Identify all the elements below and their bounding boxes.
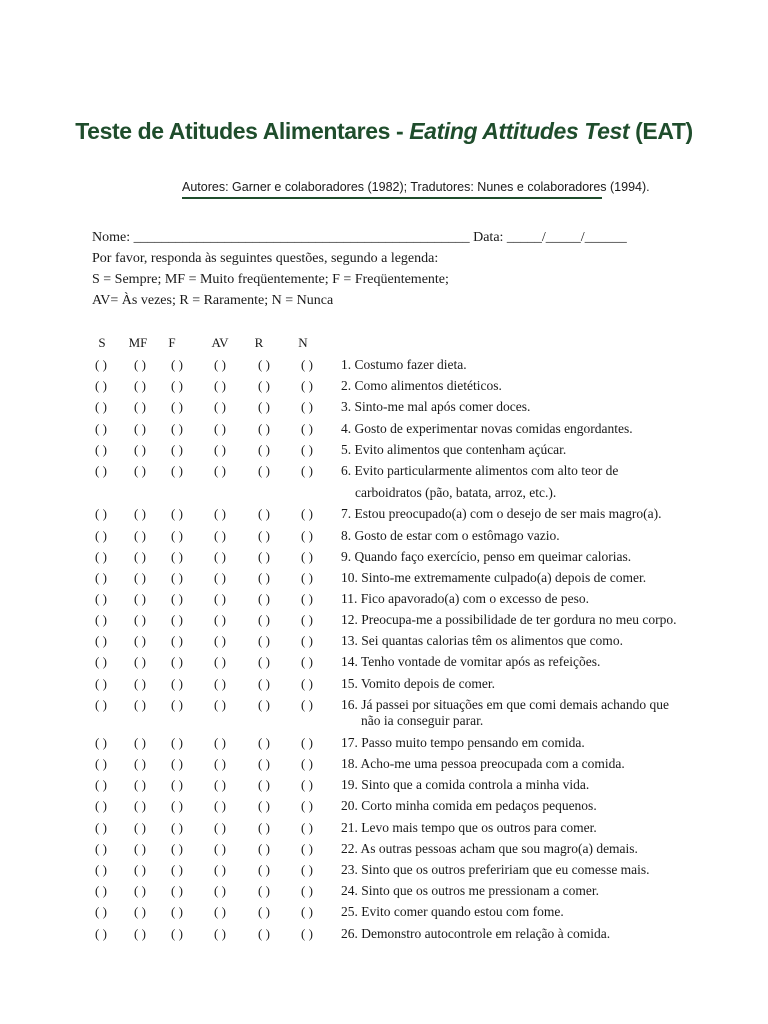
option-r-q23[interactable]: ( ) (258, 862, 270, 877)
option-r-q11[interactable]: ( ) (258, 591, 270, 606)
option-f-q7[interactable]: ( ) (171, 506, 183, 521)
option-mf-q24[interactable]: ( ) (134, 883, 146, 898)
name-date-field[interactable]: Nome: ________________________________________________ Data: _____/_____/______ (92, 230, 627, 245)
option-f-q17[interactable]: ( ) (171, 735, 183, 750)
option-mf-q14[interactable]: ( ) (134, 654, 146, 669)
option-r-q21[interactable]: ( ) (258, 820, 270, 835)
option-n-q13[interactable]: ( ) (301, 633, 313, 648)
column-header-r: R (254, 335, 264, 350)
option-n-q10[interactable]: ( ) (301, 570, 313, 585)
column-header-s: S (98, 335, 106, 350)
option-s-q17[interactable]: ( ) (95, 735, 107, 750)
option-av-q1[interactable]: ( ) (214, 357, 226, 372)
option-av-q16[interactable]: ( ) (214, 697, 226, 712)
option-av-q22[interactable]: ( ) (214, 841, 226, 856)
option-mf-q9[interactable]: ( ) (134, 549, 146, 564)
option-n-q24[interactable]: ( ) (301, 883, 313, 898)
option-av-q26[interactable]: ( ) (214, 926, 226, 941)
option-n-q26[interactable]: ( ) (301, 926, 313, 941)
option-f-q26[interactable]: ( ) (171, 926, 183, 941)
option-av-q3[interactable]: ( ) (214, 399, 226, 414)
question-text-q20: 20. Corto minha comida em pedaços pequenos. (341, 798, 597, 813)
option-av-q5[interactable]: ( ) (214, 442, 226, 457)
option-av-q12[interactable]: ( ) (214, 612, 226, 627)
option-r-q24[interactable]: ( ) (258, 883, 270, 898)
option-s-q2[interactable]: ( ) (95, 378, 107, 393)
option-r-q9[interactable]: ( ) (258, 549, 270, 564)
option-s-q8[interactable]: ( ) (95, 528, 107, 543)
authors-line: Autores: Garner e colaboradores (1982); Tradutores: Nunes e colaboradores (1994). (182, 180, 650, 194)
option-n-q3[interactable]: ( ) (301, 399, 313, 414)
question-text-q21: 21. Levo mais tempo que os outros para comer. (341, 820, 597, 835)
title-english: Eating Attitudes Test (409, 118, 630, 144)
option-mf-q11[interactable]: ( ) (134, 591, 146, 606)
option-r-q6[interactable]: ( ) (258, 463, 270, 478)
option-mf-q17[interactable]: ( ) (134, 735, 146, 750)
option-r-q20[interactable]: ( ) (258, 798, 270, 813)
question-text-q6: 6. Evito particularmente alimentos com alto teor de (341, 463, 619, 478)
option-s-q18[interactable]: ( ) (95, 756, 107, 771)
option-s-q11[interactable]: ( ) (95, 591, 107, 606)
option-mf-q2[interactable]: ( ) (134, 378, 146, 393)
option-mf-q4[interactable]: ( ) (134, 421, 146, 436)
option-r-q13[interactable]: ( ) (258, 633, 270, 648)
option-f-q2[interactable]: ( ) (171, 378, 183, 393)
option-av-q25[interactable]: ( ) (214, 904, 226, 919)
option-mf-q26[interactable]: ( ) (134, 926, 146, 941)
option-av-q19[interactable]: ( ) (214, 777, 226, 792)
option-r-q2[interactable]: ( ) (258, 378, 270, 393)
option-n-q14[interactable]: ( ) (301, 654, 313, 669)
option-s-q1[interactable]: ( ) (95, 357, 107, 372)
option-s-q22[interactable]: ( ) (95, 841, 107, 856)
option-r-q3[interactable]: ( ) (258, 399, 270, 414)
option-n-q12[interactable]: ( ) (301, 612, 313, 627)
option-f-q1[interactable]: ( ) (171, 357, 183, 372)
question-text-q23: 23. Sinto que os outros prefeririam que eu comesse mais. (341, 862, 650, 877)
option-mf-q20[interactable]: ( ) (134, 798, 146, 813)
title-portuguese: Teste de Atitudes Alimentares - (75, 118, 410, 144)
question-text-q7: 7. Estou preocupado(a) com o desejo de ser mais magro(a). (341, 506, 662, 521)
option-n-q4[interactable]: ( ) (301, 421, 313, 436)
option-s-q25[interactable]: ( ) (95, 904, 107, 919)
option-r-q26[interactable]: ( ) (258, 926, 270, 941)
column-header-mf: MF (128, 335, 148, 350)
question-text-q26: 26. Demonstro autocontrole em relação à comida. (341, 926, 611, 941)
question-text-q15: 15. Vomito depois de comer. (341, 676, 495, 691)
question-text-q13: 13. Sei quantas calorias têm os alimentos que como. (341, 633, 623, 648)
option-f-q8[interactable]: ( ) (171, 528, 183, 543)
option-f-q16[interactable]: ( ) (171, 697, 183, 712)
option-s-q4[interactable]: ( ) (95, 421, 107, 436)
option-av-q21[interactable]: ( ) (214, 820, 226, 835)
option-f-q5[interactable]: ( ) (171, 442, 183, 457)
option-f-q3[interactable]: ( ) (171, 399, 183, 414)
option-mf-q10[interactable]: ( ) (134, 570, 146, 585)
option-f-q6[interactable]: ( ) (171, 463, 183, 478)
option-s-q5[interactable]: ( ) (95, 442, 107, 457)
option-n-q6[interactable]: ( ) (301, 463, 313, 478)
option-mf-q3[interactable]: ( ) (134, 399, 146, 414)
column-header-n: N (298, 335, 308, 350)
option-r-q12[interactable]: ( ) (258, 612, 270, 627)
option-av-q17[interactable]: ( ) (214, 735, 226, 750)
option-mf-q18[interactable]: ( ) (134, 756, 146, 771)
option-f-q18[interactable]: ( ) (171, 756, 183, 771)
option-f-q25[interactable]: ( ) (171, 904, 183, 919)
option-s-q16[interactable]: ( ) (95, 697, 107, 712)
option-f-q13[interactable]: ( ) (171, 633, 183, 648)
option-mf-q21[interactable]: ( ) (134, 820, 146, 835)
option-r-q8[interactable]: ( ) (258, 528, 270, 543)
option-r-q25[interactable]: ( ) (258, 904, 270, 919)
option-mf-q12[interactable]: ( ) (134, 612, 146, 627)
option-mf-q5[interactable]: ( ) (134, 442, 146, 457)
option-f-q10[interactable]: ( ) (171, 570, 183, 585)
option-s-q14[interactable]: ( ) (95, 654, 107, 669)
question-text-q9: 9. Quando faço exercício, penso em queimar calorias. (341, 549, 632, 564)
option-av-q2[interactable]: ( ) (214, 378, 226, 393)
option-f-q4[interactable]: ( ) (171, 421, 183, 436)
legend-line-2: AV= Às vezes; R = Raramente; N = Nunca (92, 293, 334, 308)
option-av-q6[interactable]: ( ) (214, 463, 226, 478)
option-s-q13[interactable]: ( ) (95, 633, 107, 648)
option-n-q19[interactable]: ( ) (301, 777, 313, 792)
option-r-q16[interactable]: ( ) (258, 697, 270, 712)
option-mf-q15[interactable]: ( ) (134, 676, 146, 691)
option-mf-q23[interactable]: ( ) (134, 862, 146, 877)
option-av-q14[interactable]: ( ) (214, 654, 226, 669)
question-text-q8: 8. Gosto de estar com o estômago vazio. (341, 528, 560, 543)
option-n-q22[interactable]: ( ) (301, 841, 313, 856)
question-text-q18: 18. Acho-me uma pessoa preocupada com a comida. (341, 756, 625, 771)
option-n-q11[interactable]: ( ) (301, 591, 313, 606)
option-n-q5[interactable]: ( ) (301, 442, 313, 457)
option-s-q19[interactable]: ( ) (95, 777, 107, 792)
question-text-q12: 12. Preocupa-me a possibilidade de ter gordura no meu corpo. (341, 612, 677, 627)
question-text-q16: 16. Já passei por situações em que comi demais achando que (341, 697, 670, 712)
question-text-q14: 14. Tenho vontade de vomitar após as refeições. (341, 654, 601, 669)
option-n-q20[interactable]: ( ) (301, 798, 313, 813)
question-text-q3: 3. Sinto-me mal após comer doces. (341, 399, 531, 414)
option-mf-q1[interactable]: ( ) (134, 357, 146, 372)
option-s-q10[interactable]: ( ) (95, 570, 107, 585)
option-av-q8[interactable]: ( ) (214, 528, 226, 543)
option-r-q19[interactable]: ( ) (258, 777, 270, 792)
option-s-q12[interactable]: ( ) (95, 612, 107, 627)
option-s-q3[interactable]: ( ) (95, 399, 107, 414)
option-f-q22[interactable]: ( ) (171, 841, 183, 856)
title-abbreviation: (EAT) (629, 118, 693, 144)
option-av-q11[interactable]: ( ) (214, 591, 226, 606)
option-f-q20[interactable]: ( ) (171, 798, 183, 813)
option-av-q7[interactable]: ( ) (214, 506, 226, 521)
column-header-av: AV (211, 335, 229, 350)
option-mf-q25[interactable]: ( ) (134, 904, 146, 919)
option-f-q9[interactable]: ( ) (171, 549, 183, 564)
question-continuation-q16: não ia conseguir parar. (361, 713, 484, 728)
option-f-q19[interactable]: ( ) (171, 777, 183, 792)
option-av-q15[interactable]: ( ) (214, 676, 226, 691)
option-n-q23[interactable]: ( ) (301, 862, 313, 877)
option-f-q21[interactable]: ( ) (171, 820, 183, 835)
option-r-q22[interactable]: ( ) (258, 841, 270, 856)
option-n-q21[interactable]: ( ) (301, 820, 313, 835)
option-r-q17[interactable]: ( ) (258, 735, 270, 750)
option-av-q18[interactable]: ( ) (214, 756, 226, 771)
option-n-q16[interactable]: ( ) (301, 697, 313, 712)
option-s-q15[interactable]: ( ) (95, 676, 107, 691)
option-n-q17[interactable]: ( ) (301, 735, 313, 750)
question-text-q2: 2. Como alimentos dietéticos. (341, 378, 502, 393)
option-av-q9[interactable]: ( ) (214, 549, 226, 564)
option-f-q23[interactable]: ( ) (171, 862, 183, 877)
option-n-q7[interactable]: ( ) (301, 506, 313, 521)
option-n-q25[interactable]: ( ) (301, 904, 313, 919)
option-s-q7[interactable]: ( ) (95, 506, 107, 521)
option-f-q15[interactable]: ( ) (171, 676, 183, 691)
option-av-q23[interactable]: ( ) (214, 862, 226, 877)
option-f-q12[interactable]: ( ) (171, 612, 183, 627)
option-s-q24[interactable]: ( ) (95, 883, 107, 898)
option-mf-q13[interactable]: ( ) (134, 633, 146, 648)
option-mf-q19[interactable]: ( ) (134, 777, 146, 792)
option-f-q14[interactable]: ( ) (171, 654, 183, 669)
option-mf-q6[interactable]: ( ) (134, 463, 146, 478)
option-f-q24[interactable]: ( ) (171, 883, 183, 898)
question-text-q10: 10. Sinto-me extremamente culpado(a) depois de comer. (341, 570, 647, 585)
option-r-q5[interactable]: ( ) (258, 442, 270, 457)
option-n-q8[interactable]: ( ) (301, 528, 313, 543)
option-mf-q7[interactable]: ( ) (134, 506, 146, 521)
authors-underline (182, 197, 602, 199)
question-text-q4: 4. Gosto de experimentar novas comidas engordantes. (341, 421, 633, 436)
question-text-q24: 24. Sinto que os outros me pressionam a comer. (341, 883, 599, 898)
question-text-q19: 19. Sinto que a comida controla a minha vida. (341, 777, 590, 792)
option-mf-q22[interactable]: ( ) (134, 841, 146, 856)
question-text-q17: 17. Passo muito tempo pensando em comida. (341, 735, 585, 750)
question-text-q5: 5. Evito alimentos que contenham açúcar. (341, 442, 567, 457)
option-s-q9[interactable]: ( ) (95, 549, 107, 564)
column-header-f: F (168, 335, 176, 350)
option-r-q18[interactable]: ( ) (258, 756, 270, 771)
option-mf-q8[interactable]: ( ) (134, 528, 146, 543)
option-av-q4[interactable]: ( ) (214, 421, 226, 436)
option-n-q9[interactable]: ( ) (301, 549, 313, 564)
option-av-q13[interactable]: ( ) (214, 633, 226, 648)
option-n-q15[interactable]: ( ) (301, 676, 313, 691)
option-r-q4[interactable]: ( ) (258, 421, 270, 436)
question-text-q1: 1. Costumo fazer dieta. (341, 357, 467, 372)
option-s-q26[interactable]: ( ) (95, 926, 107, 941)
question-text-q25: 25. Evito comer quando estou com fome. (341, 904, 564, 919)
question-text-q11: 11. Fico apavorado(a) com o excesso de peso. (341, 591, 590, 606)
legend-line-1: S = Sempre; MF = Muito freqüentemente; F = Freqüentemente; (92, 272, 449, 287)
question-continuation-q6: carboidratos (pão, batata, arroz, etc.). (355, 485, 557, 500)
option-s-q20[interactable]: ( ) (95, 798, 107, 813)
question-text-q22: 22. As outras pessoas acham que sou magro(a) demais. (341, 841, 638, 856)
option-mf-q16[interactable]: ( ) (134, 697, 146, 712)
option-av-q24[interactable]: ( ) (214, 883, 226, 898)
option-r-q14[interactable]: ( ) (258, 654, 270, 669)
option-av-q20[interactable]: ( ) (214, 798, 226, 813)
option-r-q1[interactable]: ( ) (258, 357, 270, 372)
option-f-q11[interactable]: ( ) (171, 591, 183, 606)
instruction-text: Por favor, responda às seguintes questões, segundo a legenda: (92, 251, 439, 266)
option-n-q18[interactable]: ( ) (301, 756, 313, 771)
option-r-q7[interactable]: ( ) (258, 506, 270, 521)
option-s-q6[interactable]: ( ) (95, 463, 107, 478)
option-r-q15[interactable]: ( ) (258, 676, 270, 691)
option-s-q23[interactable]: ( ) (95, 862, 107, 877)
option-av-q10[interactable]: ( ) (214, 570, 226, 585)
page-title (0, 118, 768, 145)
option-n-q1[interactable]: ( ) (301, 357, 313, 372)
option-s-q21[interactable]: ( ) (95, 820, 107, 835)
option-n-q2[interactable]: ( ) (301, 378, 313, 393)
option-r-q10[interactable]: ( ) (258, 570, 270, 585)
